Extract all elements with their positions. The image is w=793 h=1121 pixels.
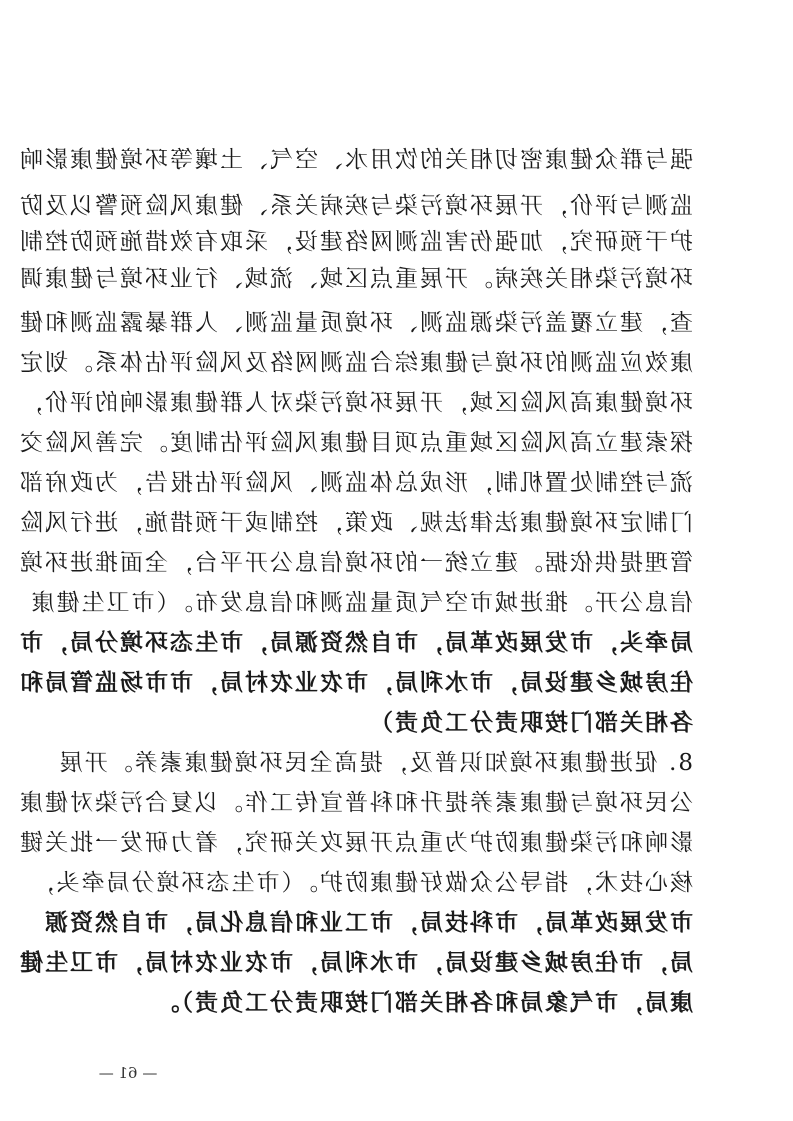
text-line: 环境污染相关疾病。开展重点区域、流域、行业环境与健康调 [18, 266, 693, 292]
text-line: 管理提供依据。建立统一的环境信息公开平台，全面推进环境 [18, 550, 693, 576]
text-line: 8. 促进健康环境知识普及，提高全民环境健康素养。开展 [57, 750, 693, 776]
text-line: 强与群众健康密切相关的饮用水、空气、土壤等环境健康影响 [18, 147, 693, 173]
page-number: — 61 — [98, 1064, 158, 1082]
text-line: 流与控制处置机制，形成总体监测、风险评估报告，为政府部 [18, 470, 693, 496]
text-line: 住房城乡建设局，市水利局，市农业农村局，市市场监管局和 [18, 669, 693, 696]
text-line: 康效应监测的环境与健康综合监测网络及风险评估体系。划定 [18, 350, 693, 376]
text-line: 监测与评价，开展环境污染与疾病关系、健康风险预警以及防 [18, 193, 693, 219]
text-line: 各相关部门按职责分工负责） [368, 709, 693, 736]
text-line: 公民环境与健康素养提升和科普宣传工作。以复合污染对健康 [18, 790, 693, 816]
text-line: 护干预研究，加强伤害监测网络建设，采取有效措施预防控制 [18, 229, 693, 255]
text-line: 市发展改革局，市科技局，市工业和信息化局，市自然资源 [43, 909, 693, 936]
text-line: 信息公开。推进城市空气质量监测和信息发布。（市卫生健康 [29, 590, 693, 616]
text-line: 影响和污染健康防护为重点开展攻关研究，着力研发一批关键 [18, 830, 693, 856]
text-line: 查，建立覆盖污染源监测、环境质量监测、人群暴露监测和健 [18, 310, 693, 336]
text-line: 局牵头，市发展改革局，市自然资源局，市生态环境分局，市 [18, 629, 693, 656]
text-line: 核心技术，指导公众做好健康防护。（市生态环境分局牵头， [29, 870, 693, 896]
text-line: 环境健康高风险区域，开展环境污染对人群健康影响的评价， [18, 390, 693, 416]
text-line: 局，市住房城乡建设局，市水利局，市农业农村局，市卫生健 [18, 949, 693, 976]
text-line: 门制定环境健康法律法规、政策，控制或干预措施，进行风险 [18, 510, 693, 536]
text-line: 康局，市气象局和各相关部门按职责分工负责）。 [154, 989, 693, 1016]
text-line: 探索建立高风险区域重点项目健康风险评估制度。完善风险交 [18, 430, 693, 456]
